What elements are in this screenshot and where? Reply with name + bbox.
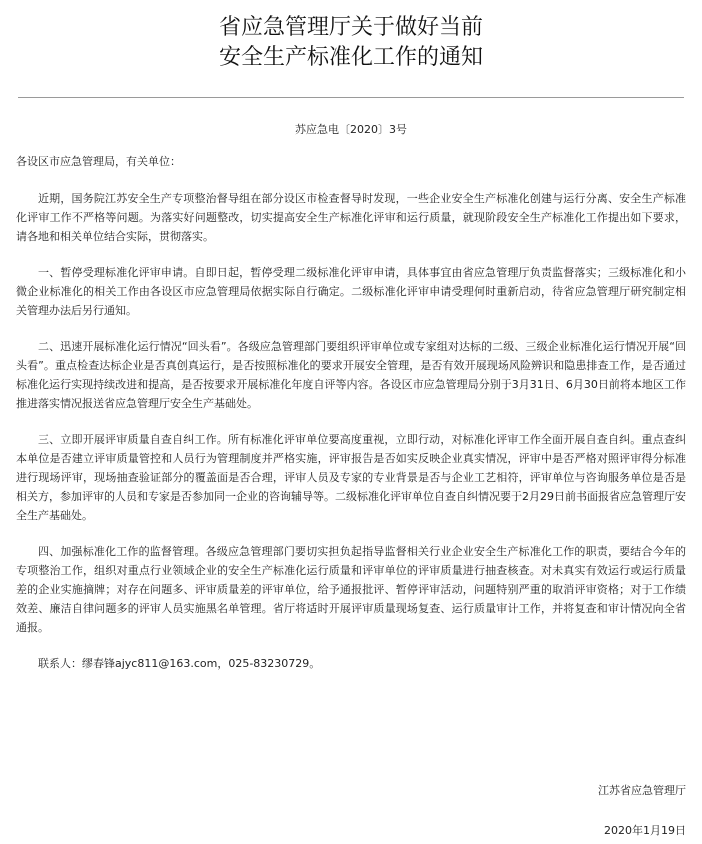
title-line-2: 安全生产标准化工作的通知 (218, 45, 483, 70)
paragraph-intro: 近期，国务院江苏安全生产专项整治督导组在部分设区市检查督导时发现，一些企业安全生产标准化创建与运行分离、安全生产标准化评审工作不严格等问题。为落实好问题整改，切实提高安全生产标准化评审和运行质量，就现阶段安全生产标准化工作提出如下要求，请各地和相关单位结合实际，贯彻落实。 (16, 192, 686, 243)
paragraph-section-3: 三、立即开展评审质量自查自纠工作。所有标准化评审单位要高度重视，立即行动，对标准化评审工作全面开展自查自纠。重点查纠本单位是否建立评审质量管控和人员行为管理制度并严格实施，评审报告是否如实反映企业真实情况，评审中是否严格对照评审得分标准进行现场评审，现场抽查验证部分的覆盖面是否合理，评审人员及专家的专业背景是否与企业工艺相符，评审单位与咨询服务单位是否是相关方，参加评审的人员和专家是否参加同一企业的咨询辅导等。二级标准化评审单位自查自纠情况要于2月29日前书面报省应急管理厅安全生产基础处。 (16, 433, 686, 522)
contact-info: 联系人：缪春锋ajyc811@163.com，025-83230729。 (38, 657, 321, 670)
signature-organization: 江苏省应急管理厅 (598, 784, 686, 797)
document-title (16, 0, 686, 73)
paragraph-section-2: 二、迅速开展标准化运行情况“回头看”。各级应急管理部门要组织评审单位或专家组对达标的二级、三级企业标准化运行情况开展“回头看”。重点检查达标企业是否真创真运行，是否按照标准化的要求开展安全管理，是否有效开展现场风险辨识和隐患排查工作，是否通过标准化运行实现持续改进和提高，是否按要求开展标准化年度自评等内容。各设区市应急管理局分别于3月31日、6月30日前将本地区工作推进落实情况报送省应急管理厅安全生产基础处。 (16, 340, 686, 410)
salutation: 各设区市应急管理局，有关单位： (16, 155, 181, 168)
title-divider (18, 97, 684, 98)
paragraph-section-1: 一、暂停受理标准化评审申请。自即日起，暂停受理二级标准化评审申请，具体事宜由省应急管理厅负责监督落实；三级标准化和小微企业标准化的相关工作由各设区市应急管理局依据实际自行确定。二级标准化评审申请受理何时重新启动，待省应急管理厅研究制定相关管理办法后另行通知。 (16, 266, 686, 317)
signature-date: 2020年1月19日 (604, 824, 686, 837)
document-body (16, 152, 686, 673)
document-number: 苏应急电〔2020〕3号 (295, 123, 407, 136)
paragraph-section-4: 四、加强标准化工作的监督管理。各级应急管理部门要切实担负起指导监督相关行业企业安全生产标准化工作的职责，要结合今年的专项整治工作，组织对重点行业领域企业的安全生产标准化运行质量和评审单位的评审质量进行抽查核查。对未真实有效运行或运行质量差的企业实施摘牌；对存在问题多、评审质量差的评审单位，给予通报批评、暂停评审活动，问题特别严重的取消评审资格；对于工作绩效差、廉洁自律问题多的评审人员实施黑名单管理。省厅将适时开展评审质量现场复查、运行质量审计工作，并将复查和审计情况向全省通报。 (16, 545, 686, 634)
title-line-1: 省应急管理厅关于做好当前 (218, 15, 483, 40)
